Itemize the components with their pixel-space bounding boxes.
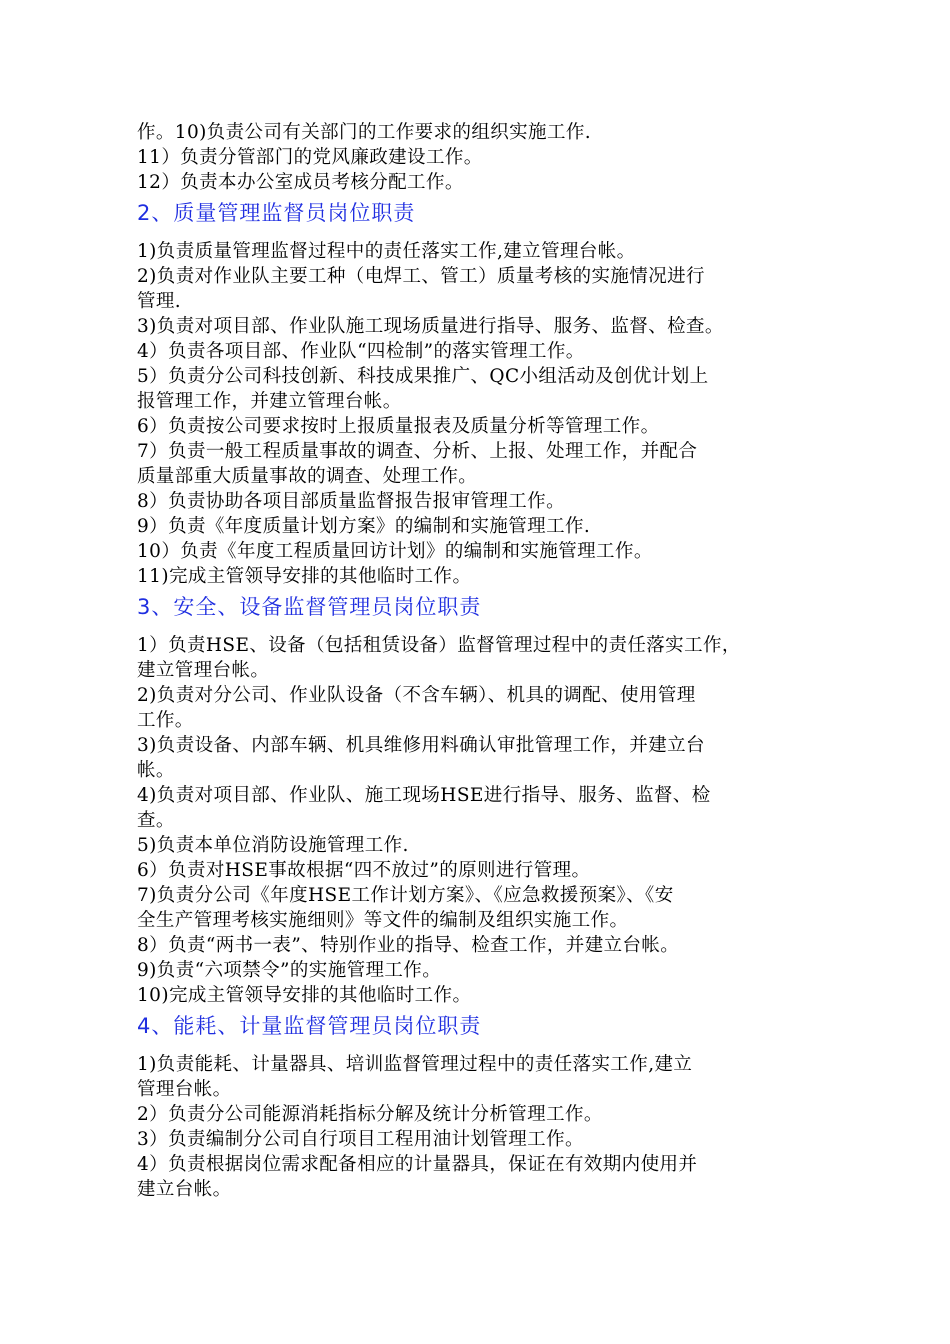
duty-line: 4）负责根据岗位需求配备相应的计量器具，保证在有效期内使用并 bbox=[137, 1154, 698, 1175]
duty-line: 2)负责对作业队主要工种（电焊工、管工）质量考核的实施情况进行 bbox=[137, 266, 705, 287]
duty-line: 3)负责设备、内部车辆、机具维修用料确认审批管理工作，并建立台 bbox=[137, 735, 705, 756]
section-safety-equipment bbox=[137, 592, 827, 1008]
duty-line: 1）负责HSE、设备（包括租赁设备）监督管理过程中的责任落实工作， bbox=[137, 635, 741, 656]
duty-line: 管理台帐。 bbox=[137, 1079, 232, 1100]
duty-line: 质量部重大质量事故的调查、处理工作。 bbox=[137, 466, 478, 487]
document-page bbox=[137, 120, 827, 1202]
duty-line: 4)负责对项目部、作业队、施工现场HSE进行指导、服务、监督、检 bbox=[137, 785, 711, 806]
duty-line: 查。 bbox=[137, 810, 175, 831]
duty-line: 7）负责一般工程质量事故的调查、分析、上报、处理工作，并配合 bbox=[137, 441, 698, 462]
duty-line: 3)负责对项目部、作业队施工现场质量进行指导、服务、监督、检查。 bbox=[137, 316, 724, 337]
section-heading: 3、安全、设备监督管理员岗位职责 bbox=[137, 595, 482, 619]
intro-line: 作。10)负责公司有关部门的工作要求的组织实施工作. bbox=[137, 122, 592, 143]
section-energy-metering bbox=[137, 1011, 827, 1202]
duty-line: 管理. bbox=[137, 291, 182, 312]
duty-line: 1)负责质量管理监督过程中的责任落实工作,建立管理台帐。 bbox=[137, 241, 636, 262]
duty-line: 报管理工作，并建立管理台帐。 bbox=[137, 391, 402, 412]
duty-line: 10)完成主管领导安排的其他临时工作。 bbox=[137, 985, 472, 1006]
duty-line: 8）负责“两书一表”、特别作业的指导、检查工作，并建立台帐。 bbox=[137, 935, 680, 956]
duty-line: 5)负责本单位消防设施管理工作. bbox=[137, 835, 409, 856]
duty-line: 5）负责分公司科技创新、科技成果推广、QC小组活动及创优计划上 bbox=[137, 366, 709, 387]
section-heading: 2、质量管理监督员岗位职责 bbox=[137, 201, 416, 225]
section-heading: 4、能耗、计量监督管理员岗位职责 bbox=[137, 1014, 482, 1038]
duty-line: 10）负责《年度工程质量回访计划》的编制和实施管理工作。 bbox=[137, 541, 653, 562]
duty-line: 1)负责能耗、计量器具、培训监督管理过程中的责任落实工作,建立 bbox=[137, 1054, 693, 1075]
duty-line: 3）负责编制分公司自行项目工程用油计划管理工作。 bbox=[137, 1129, 584, 1150]
intro-block bbox=[137, 120, 827, 195]
duty-line: 7)负责分公司《年度HSE工作计划方案》、《应急救援预案》、《安 bbox=[137, 885, 674, 906]
duty-line: 工作。 bbox=[137, 710, 194, 731]
duty-line: 9)负责“六项禁令”的实施管理工作。 bbox=[137, 960, 442, 981]
duty-line: 建立台帐。 bbox=[137, 1179, 232, 1200]
duty-line: 11)完成主管领导安排的其他临时工作。 bbox=[137, 566, 472, 587]
duty-line: 2)负责对分公司、作业队设备（不含车辆）、机具的调配、使用管理 bbox=[137, 685, 696, 706]
duty-line: 4）负责各项目部、作业队“四检制”的落实管理工作。 bbox=[137, 341, 585, 362]
duty-line: 6）负责按公司要求按时上报质量报表及质量分析等管理工作。 bbox=[137, 416, 660, 437]
intro-line: 12）负责本办公室成员考核分配工作。 bbox=[137, 172, 464, 193]
duty-line: 8）负责协助各项目部质量监督报告报审管理工作。 bbox=[137, 491, 565, 512]
intro-line: 11）负责分管部门的党风廉政建设工作。 bbox=[137, 147, 483, 168]
duty-line: 9）负责《年度质量计划方案》的编制和实施管理工作. bbox=[137, 516, 591, 537]
section-quality bbox=[137, 198, 827, 589]
duty-line: 帐。 bbox=[137, 760, 175, 781]
duty-line: 建立管理台帐。 bbox=[137, 660, 270, 681]
duty-line: 全生产管理考核实施细则》等文件的编制及组织实施工作。 bbox=[137, 910, 629, 931]
duty-line: 6）负责对HSE事故根据“四不放过”的原则进行管理。 bbox=[137, 860, 591, 881]
duty-line: 2）负责分公司能源消耗指标分解及统计分析管理工作。 bbox=[137, 1104, 603, 1125]
